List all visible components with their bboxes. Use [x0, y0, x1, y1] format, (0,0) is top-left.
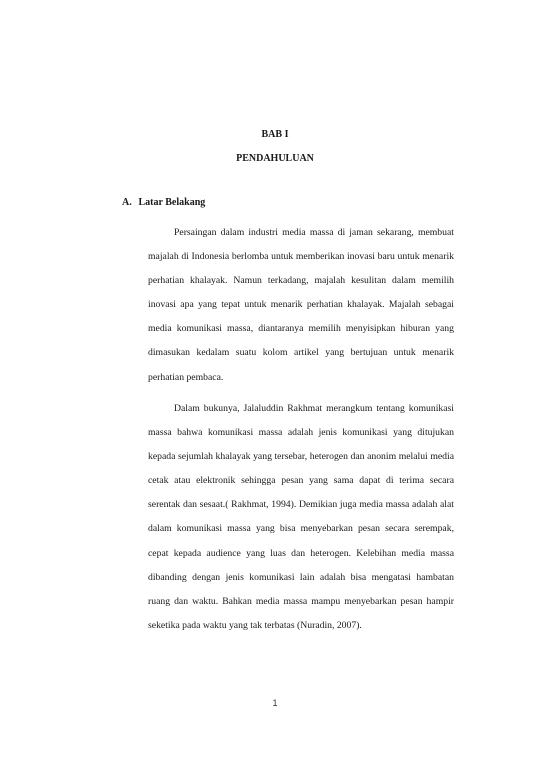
chapter-label: BAB I	[261, 129, 289, 140]
paragraph-2-text: Dalam bukunya, Jalaluddin Rakhmat merangkum tentang komunikasi massa bahwa komunikasi massa adalah jenis komunikasi yang ditujukan kepada sejumlah khalayak yang tersebar, heterogen dan anonim melalui media cetak atau elektronik sehingga pesan yang sama dapat di terima secara serentak dan sesaat.( Rakhmat, 1994). Demikian juga media massa adalah alat dalam komunikasi massa yang bisa menyebarkan pesan secara serempak, cepat kepada audience yang luas dan heterogen. Kelebihan media massa dibanding dengan jenis komunikasi lain adalah bisa mengatasi hambatan ruang dan waktu. Bahkan media massa mampu menyebarkan pesan hampir seketika pada waktu yang tak terbatas (Nuradin, 2007).	[148, 403, 454, 631]
chapter-title: PENDAHULUAN	[236, 153, 314, 164]
paragraph-1-text: Persaingan dalam industri media massa di jaman sekarang, membuat majalah di Indonesia berlomba untuk memberikan inovasi baru untuk menarik perhatian khalayak. Namun terkadang, majalah kesulitan dalam memilih inovasi apa yang tepat untuk menarik perhatian khalayak. Majalah sebagai media komunikasi massa, diantaranya memilih menyisipkan hiburan yang dimasukan kedalam suatu kolom artikel yang bertujuan untuk menarik perhatian pembaca.	[148, 227, 454, 383]
section-number: A.	[122, 197, 132, 208]
section-title: Latar Belakang	[138, 197, 206, 208]
paragraph-1	[148, 221, 454, 390]
paragraph-2	[148, 397, 454, 638]
page-number: 1	[272, 698, 278, 708]
section-heading	[122, 197, 205, 208]
